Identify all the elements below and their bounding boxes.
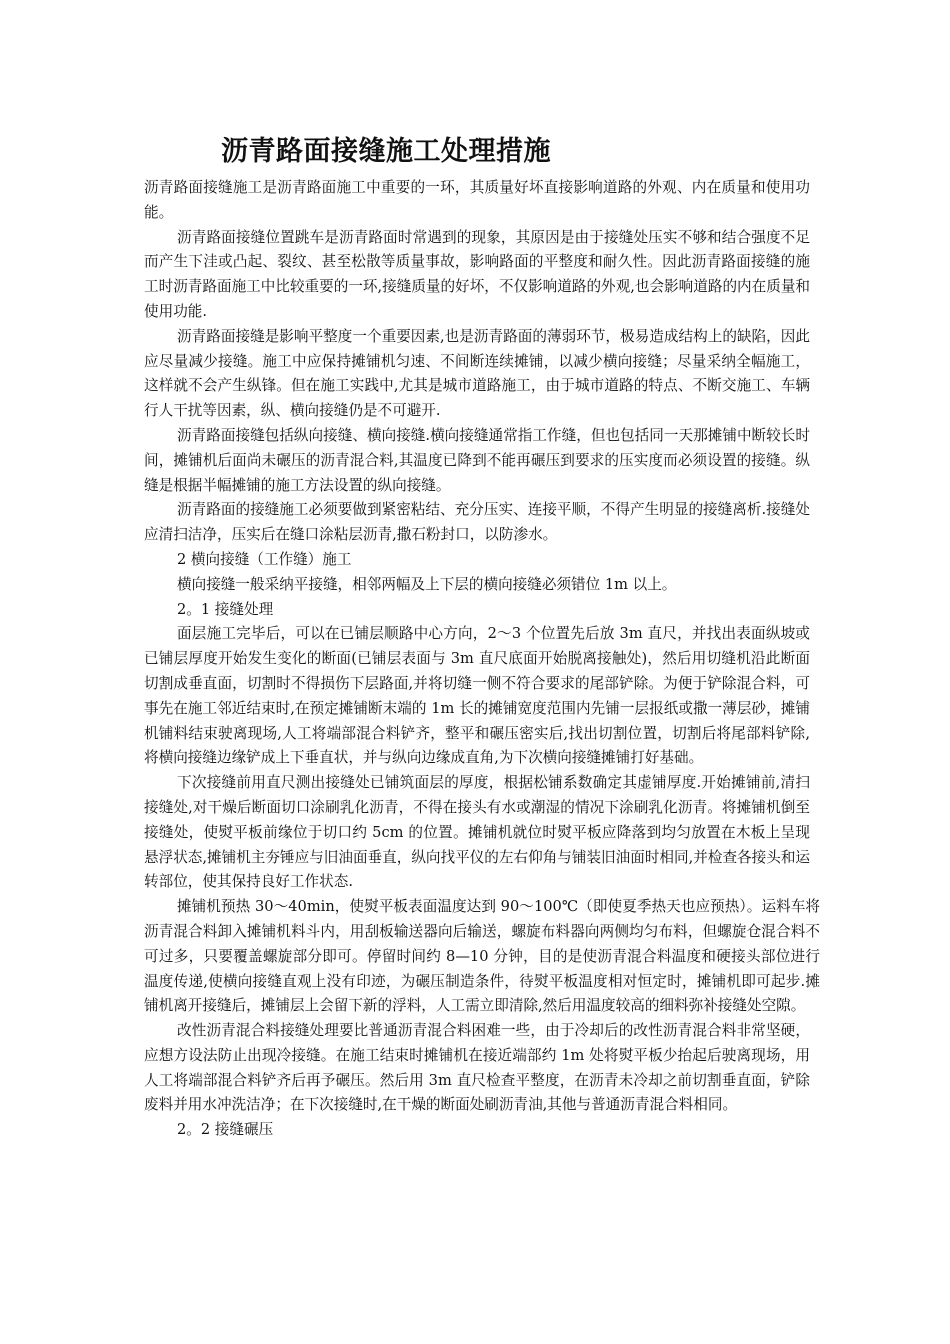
document-body xyxy=(144,176,820,1143)
document-title: 沥青路面接缝施工处理措施 xyxy=(221,136,551,167)
section-heading-transverse-joint: 2 横向接缝（工作缝）施工 xyxy=(177,550,352,568)
paragraph-modified-asphalt: 改性沥青混合料接缝处理要比普通沥青混合料困难一些，由于冷却后的改性沥青混合料非常坚硬，应想方设法防止出现冷接缝。在施工结束时摊铺机在接近端部约 1m 处将熨平板少抬起后驶离现场，用人工将端部混合料铲齐后再予碾压。然后用 3m 直尺检查平整度，在沥青未冷却之前切割垂直面，铲除废料并用水冲洗洁净；在下次接缝时,在干燥的断面处刷沥青油,其他与普通沥青混合料相同。 xyxy=(144,1022,810,1114)
paragraph-intro: 沥青路面接缝施工是沥青路面施工中重要的一环，其质量好坏直接影响道路的外观、内在质量和使用功能。 xyxy=(144,179,810,221)
paragraph-requirements: 沥青路面的接缝施工必须要做到紧密粘结、充分压实、连接平顺，不得产生明显的接缝离析.接缝处应清扫洁净，压实后在缝口涂粘层沥青,撒石粉封口，以防渗水。 xyxy=(144,501,810,544)
paragraph-joint-types: 沥青路面接缝包括纵向接缝、横向接缝.横向接缝通常指工作缝，但也包括同一天那摊铺中断较长时间，摊铺机后面尚未碾压的沥青混合料,其温度已降到不能再碾压到要求的压实度而必须设置的接缝。纵缝是根据半幅摊铺的施工方法设置的纵向接缝。 xyxy=(144,426,810,494)
section-heading-joint-compaction: 2。2 接缝碾压 xyxy=(177,1121,274,1139)
paragraph-preheat: 摊铺机预热 30～40min，使熨平板表面温度达到 90～100℃（即使夏季热天也应预热）。运料车将沥青混合料卸入摊铺机料斗内，用刮板输送器向后输送，螺旋布料器向两侧均匀布料，但螺旋仓混合料不可过多，只要覆盖螺旋部分即可。停留时间约 8—10 分钟，目的是使沥青混合料温度和硬接头部位进行温度传递,使横向接缝直观上没有印迹，为碾压制造条件，待熨平板温度相对恒定时，摊铺机即可起步.摊铺机离开接缝后，摊铺层上会留下新的浮料，人工需立即清除,然后用温度较高的细料弥补接缝处空隙。 xyxy=(144,898,820,1015)
paragraph-flatness: 沥青路面接缝是影响平整度一个重要因素,也是沥青路面的薄弱环节，极易造成结构上的缺陷，因此应尽量减少接缝。施工中应保持摊铺机匀速、不间断连续摊铺，以减少横向接缝；尽量采纳全幅施工，这样就不会产生纵锋。但在施工实践中,尤其是城市道路施工，由于城市道路的特点、不断交施工、车辆行人干扰等因素，纵、横向接缝仍是不可避开. xyxy=(144,327,810,420)
paragraph-next-joint: 下次接缝前用直尺测出接缝处已铺筑面层的厚度，根据松铺系数确定其虚铺厚度.开始摊铺前,清扫接缝处,对干燥后断面切口涂刷乳化沥青，不得在接头有水或潮湿的情况下涂刷乳化沥青。将摊铺机倒至接缝处，使熨平板前缘位于切口约 5cm 的位置。摊铺机就位时熨平板应降落到均匀放置在木板上呈现悬浮状态,摊铺机主夯锤应与旧油面垂直，纵向找平仪的左右仰角与铺装旧油面时相同,并检查各接头和运转部位，使其保持良好工作状态. xyxy=(144,774,811,891)
paragraph-jump-cause: 沥青路面接缝位置跳车是沥青路面时常遇到的现象，其原因是由于接缝处压实不够和结合强度不足而产生下洼或凸起、裂纹、甚至松散等质量事故，影响路面的平整度和耐久性。因此沥青路面接缝的施工时沥青路面施工中比较重要的一环,接缝质量的好坏，不仅影响道路的外观,也会影响道路的内在质量和使用功能. xyxy=(144,228,811,320)
paragraph-transverse-joint: 横向接缝一般采纳平接缝，相邻两幅及上下层的横向接缝必须错位 1m 以上。 xyxy=(177,575,677,593)
paragraph-joint-treatment: 面层施工完毕后，可以在已铺层顺路中心方向，2～3 个位置先后放 3m 直尺，并找出表面纵坡或已铺层厚度开始发生变化的断面(已铺层表面与 3m 直尺底面开始脱离接触处)，然后用切缝机沿此断面切割成垂直面，切割时不得损伤下层路面,并将切缝一侧不符合要求的尾部铲除。为便于铲除混合料，可事先在施工邻近结束时,在预定摊铺断末端的 1m 长的摊铺宽度范围内先铺一层报纸或撒一薄层砂，摊铺机铺料结束驶离现场,人工将端部混合料铲齐，整平和碾压密实后,找出切割位置，切割后将尾部料铲除,将横向接缝边缘铲成上下垂直状，并与纵向边缘成直角,为下次横向接缝摊铺打好基础。 xyxy=(144,625,810,767)
section-heading-joint-treatment: 2。1 接缝处理 xyxy=(177,600,274,618)
